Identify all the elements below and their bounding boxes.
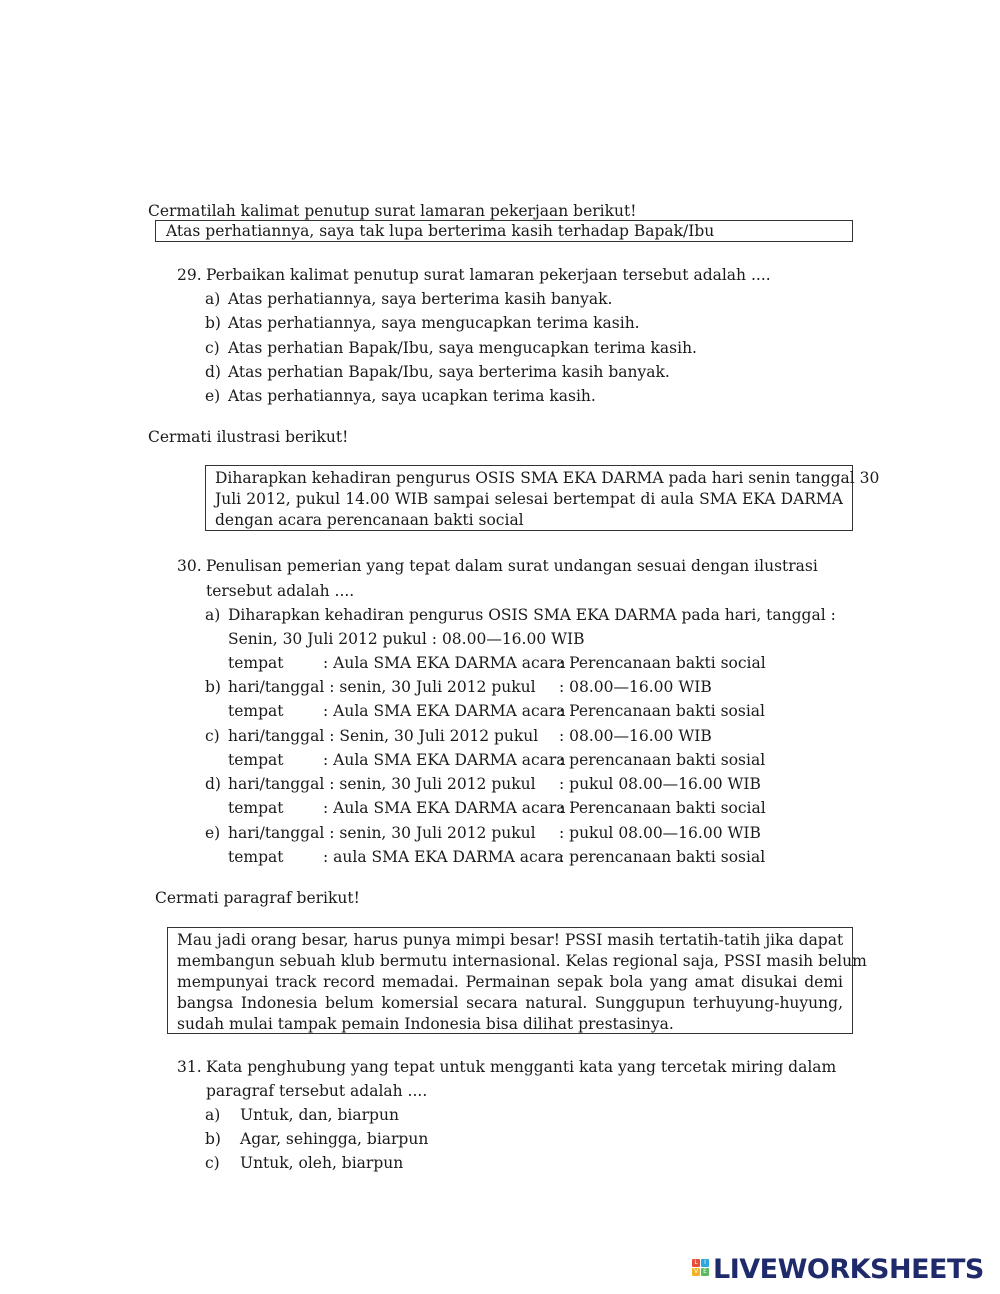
option-e-place-label: tempat bbox=[228, 848, 284, 866]
option-c-place-value: : Aula SMA EKA DARMA acara bbox=[323, 751, 566, 769]
option-a-place-label: tempat bbox=[228, 654, 284, 672]
logo-mark-tile: I bbox=[701, 1259, 709, 1267]
logo-text: LIVEWORKSHEETS bbox=[713, 1254, 984, 1285]
paragraph-box bbox=[167, 927, 867, 1034]
option-label: b) bbox=[205, 678, 221, 696]
option-d-place-value: : Aula SMA EKA DARMA acara bbox=[323, 799, 566, 817]
option-label: a) bbox=[205, 290, 221, 308]
question-number: 31. bbox=[177, 1058, 202, 1076]
question-text-line2: paragraf tersebut adalah .... bbox=[206, 1082, 428, 1100]
option-d-date: hari/tanggal : senin, 30 Juli 2012 pukul bbox=[228, 775, 536, 793]
option-e-time: : pukul 08.00—16.00 WIB bbox=[559, 824, 761, 842]
question-text-line2: tersebut adalah .... bbox=[206, 582, 355, 600]
option-label: c) bbox=[205, 1154, 220, 1172]
logo-mark-tile: V bbox=[693, 1268, 699, 1275]
option-e-date: hari/tanggal : senin, 30 Juli 2012 pukul bbox=[228, 824, 536, 842]
option-d-time: : pukul 08.00—16.00 WIB bbox=[559, 775, 761, 793]
option-c-date: hari/tanggal : Senin, 30 Juli 2012 pukul bbox=[228, 727, 539, 745]
illustration-line: Diharapkan kehadiran pengurus OSIS SMA EKA DARMA pada hari senin tanggal 30 bbox=[215, 469, 880, 487]
question-number: 29. bbox=[177, 266, 202, 284]
instruction-2: Cermati ilustrasi berikut! bbox=[148, 428, 349, 446]
option-a[interactable]: Untuk, dan, biarpun bbox=[240, 1106, 399, 1124]
option-c-event-value: : perencanaan bakti sosial bbox=[559, 751, 766, 769]
option-a-line1: Diharapkan kehadiran pengurus OSIS SMA EKA DARMA pada hari, tanggal : bbox=[228, 606, 836, 624]
option-a-line2: Senin, 30 Juli 2012 pukul : 08.00—16.00 WIB bbox=[228, 630, 585, 648]
closing-sentence-text: Atas perhatiannya, saya tak lupa berterima kasih terhadap Bapak/Ibu bbox=[166, 222, 715, 240]
instruction-1: Cermatilah kalimat penutup surat lamaran pekerjaan berikut! bbox=[148, 202, 637, 220]
illustration-line: dengan acara perencanaan bakti social bbox=[215, 511, 524, 529]
option-e[interactable]: Atas perhatiannya, saya ucapkan terima kasih. bbox=[228, 387, 596, 405]
option-b-place-value: : Aula SMA EKA DARMA acara bbox=[323, 702, 566, 720]
logo-mark-tile: L bbox=[692, 1259, 700, 1267]
option-label: d) bbox=[205, 775, 221, 793]
option-b-date: hari/tanggal : senin, 30 Juli 2012 pukul bbox=[228, 678, 536, 696]
option-d-place-label: tempat bbox=[228, 799, 284, 817]
option-label: e) bbox=[205, 387, 221, 405]
option-b[interactable]: Agar, sehingga, biarpun bbox=[240, 1130, 429, 1148]
option-a[interactable]: Atas perhatiannya, saya berterima kasih banyak. bbox=[228, 290, 613, 308]
closing-sentence-box bbox=[155, 220, 853, 242]
option-label: c) bbox=[205, 339, 220, 357]
option-b-place-label: tempat bbox=[228, 702, 284, 720]
option-b-time: : 08.00—16.00 WIB bbox=[559, 678, 712, 696]
option-label: c) bbox=[205, 727, 220, 745]
paragraph-line: membangun sebuah klub bermutu internasional. Kelas regional saja, PSSI masih belum bbox=[177, 952, 867, 970]
option-b[interactable]: Atas perhatiannya, saya mengucapkan terima kasih. bbox=[228, 314, 640, 332]
paragraph-line: mempunyai track record memadai. Permainan sepak bola yang amat disukai demi bbox=[177, 973, 843, 991]
option-a-place-value: : Aula SMA EKA DARMA acara bbox=[323, 654, 566, 672]
option-label: b) bbox=[205, 1130, 221, 1148]
paragraph-line: Mau jadi orang besar, harus punya mimpi besar! PSSI masih tertatih-tatih jika dapat bbox=[177, 931, 844, 949]
question-number: 30. bbox=[177, 557, 202, 575]
liveworksheets-logo-icon bbox=[692, 1257, 710, 1283]
instruction-3: Cermati paragraf berikut! bbox=[155, 889, 360, 907]
option-label: e) bbox=[205, 824, 221, 842]
option-d-event-value: : Perencanaan bakti social bbox=[559, 799, 766, 817]
option-c-place-label: tempat bbox=[228, 751, 284, 769]
option-c[interactable]: Untuk, oleh, biarpun bbox=[240, 1154, 404, 1172]
option-a-event-value: : Perencanaan bakti social bbox=[559, 654, 766, 672]
paragraph-line: sudah mulai tampak pemain Indonesia bisa dilihat prestasinya. bbox=[177, 1015, 674, 1033]
option-c[interactable]: Atas perhatian Bapak/Ibu, saya mengucapkan terima kasih. bbox=[228, 339, 697, 357]
option-e-place-value: : aula SMA EKA DARMA acara bbox=[323, 848, 564, 866]
option-b-event-value: : Perencanaan bakti sosial bbox=[559, 702, 765, 720]
illustration-box bbox=[205, 465, 880, 531]
question-text-line1: Kata penghubung yang tepat untuk mengganti kata yang tercetak miring dalam bbox=[206, 1058, 837, 1076]
illustration-line: Juli 2012, pukul 14.00 WIB sampai selesai bertempat di aula SMA EKA DARMA bbox=[215, 490, 843, 508]
question-text-line1: Penulisan pemerian yang tepat dalam surat undangan sesuai dengan ilustrasi bbox=[206, 557, 818, 575]
option-e-event-value: : perencanaan bakti sosial bbox=[559, 848, 766, 866]
option-d[interactable]: Atas perhatian Bapak/Ibu, saya berterima kasih banyak. bbox=[228, 363, 670, 381]
option-c-time: : 08.00—16.00 WIB bbox=[559, 727, 712, 745]
option-label: b) bbox=[205, 314, 221, 332]
paragraph-line: bangsa Indonesia belum komersial secara natural. Sunggupun terhuyung-huyung, bbox=[177, 994, 843, 1012]
liveworksheets-logo[interactable] bbox=[692, 1254, 984, 1286]
option-label: a) bbox=[205, 1106, 221, 1124]
question-text: Perbaikan kalimat penutup surat lamaran pekerjaan tersebut adalah .... bbox=[206, 266, 771, 284]
logo-mark-tile: E bbox=[701, 1268, 709, 1276]
option-label: a) bbox=[205, 606, 221, 624]
option-label: d) bbox=[205, 363, 221, 381]
